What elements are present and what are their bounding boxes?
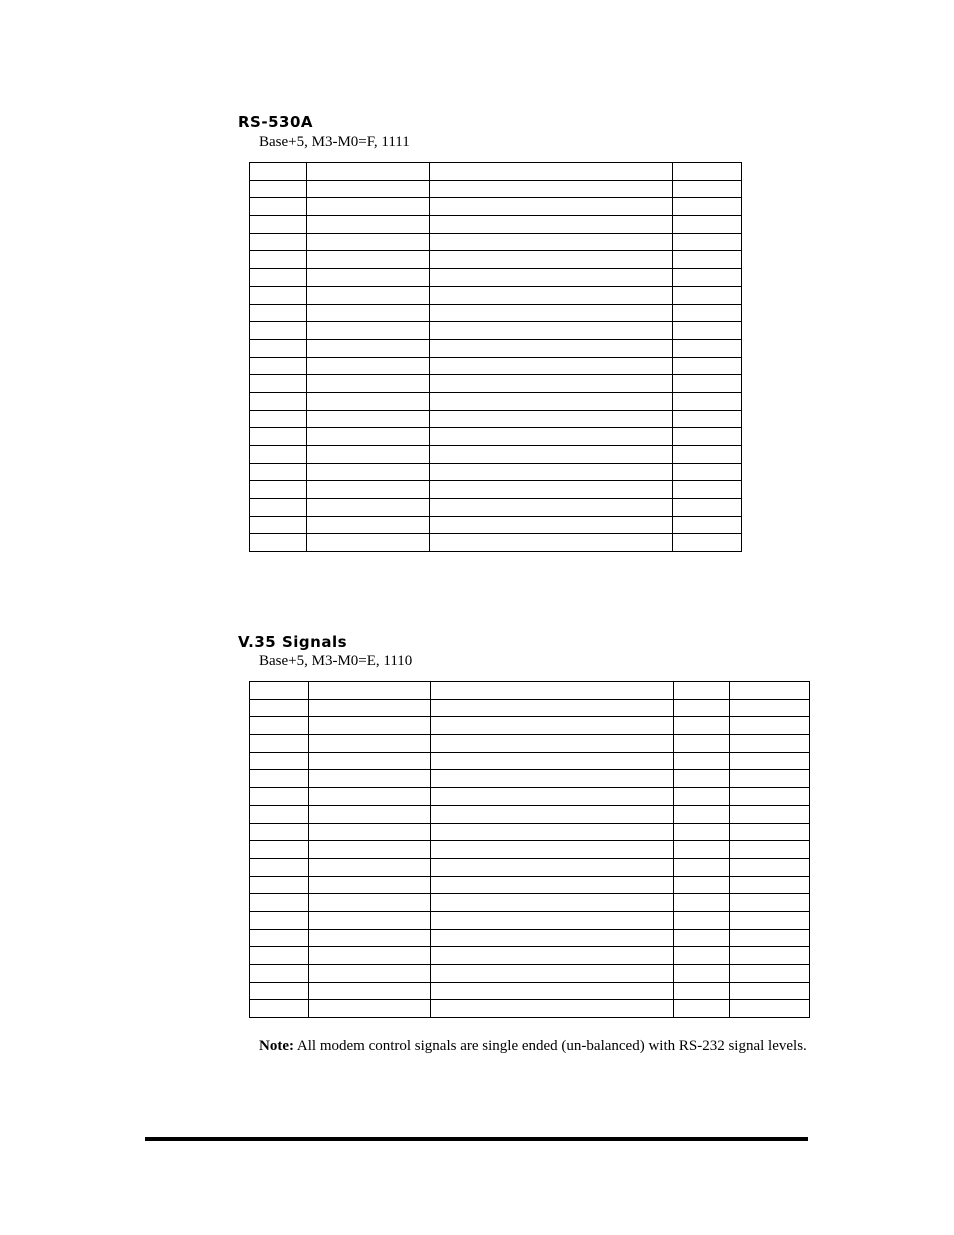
v35-table-cell [431,788,674,806]
rs530a-table-cell [430,180,673,198]
rs530a-table-cell [673,463,742,481]
rs530a-table-cell [250,180,307,198]
v35-table-cell [730,682,810,700]
rs530a-table-cell [673,233,742,251]
v35-table-cell [309,717,431,735]
rs530a-table-cell [673,357,742,375]
rs530a-table-cell [307,180,430,198]
rs530a-table-cell [673,180,742,198]
v35-table-cell [674,947,730,965]
rs530a-table-cell [250,304,307,322]
v35-table-cell [431,894,674,912]
rs530a-table-cell [430,339,673,357]
v35-table-cell [309,770,431,788]
v35-table-cell [730,947,810,965]
v35-table-row [250,858,810,876]
rs530a-table-cell [250,410,307,428]
rs530a-table-cell [307,516,430,534]
rs530a-table-cell [673,304,742,322]
rs530a-table-row [250,216,742,234]
rs530a-table-cell [430,534,673,552]
rs530a-table-cell [673,375,742,393]
rs530a-table-cell [430,392,673,410]
v35-table-cell [674,894,730,912]
rs530a-table-cell [307,269,430,287]
rs530a-table-cell [430,286,673,304]
section-subtitle-rs530a: Base+5, M3-M0=F, 1111 [259,134,410,150]
v35-table-cell [309,929,431,947]
rs530a-table-cell [673,392,742,410]
v35-table-cell [431,982,674,1000]
v35-table-cell [674,982,730,1000]
v35-table-cell [431,947,674,965]
rs530a-table-cell [250,463,307,481]
v35-table-cell [431,911,674,929]
v35-table-row [250,1000,810,1018]
v35-table-cell [250,699,309,717]
v35-table-cell [730,752,810,770]
rs530a-table-row [250,499,742,517]
rs530a-table-cell [673,251,742,269]
rs530a-table-cell [307,375,430,393]
v35-table-row [250,965,810,983]
rs530a-table-cell [430,216,673,234]
rs530a-table-row [250,304,742,322]
v35-table-row [250,682,810,700]
v35-table-cell [674,717,730,735]
rs530a-table-cell [430,322,673,340]
v35-table-cell [730,823,810,841]
rs530a-table-cell [430,463,673,481]
v35-table-cell [730,1000,810,1018]
rs530a-table-row [250,428,742,446]
rs530a-table-cell [673,516,742,534]
v35-table-cell [674,735,730,753]
v35-table-cell [730,699,810,717]
v35-table-cell [309,858,431,876]
v35-table-cell [250,947,309,965]
v35-table-cell [730,911,810,929]
v35-table-cell [431,805,674,823]
v35-table-cell [674,823,730,841]
rs530a-table-cell [673,534,742,552]
v35-table-cell [730,717,810,735]
rs530a-table-cell [250,339,307,357]
v35-table-cell [309,1000,431,1018]
v35-table-cell [674,841,730,859]
v35-table-cell [431,929,674,947]
rs530a-table-cell [430,428,673,446]
rs530a-table-cell [430,163,673,181]
rs530a-table-cell [250,516,307,534]
v35-table-cell [250,929,309,947]
v35-table-cell [674,770,730,788]
rs530a-table-cell [307,410,430,428]
v35-table-cell [431,717,674,735]
v35-table-cell [309,752,431,770]
rs530a-table-cell [430,198,673,216]
rs530a-table-row [250,375,742,393]
note-label: Note: [259,1038,294,1054]
rs530a-table-row [250,446,742,464]
v35-table-cell [309,894,431,912]
rs530a-table-row [250,251,742,269]
rs530a-table-cell [307,251,430,269]
v35-table-cell [250,965,309,983]
rs530a-table-cell [250,481,307,499]
rs530a-table-row [250,516,742,534]
v35-table-cell [730,770,810,788]
rs530a-table-cell [250,216,307,234]
v35-table-cell [431,841,674,859]
section-subtitle-v35: Base+5, M3-M0=E, 1110 [259,653,413,669]
v35-table-cell [250,682,309,700]
rs530a-table-cell [250,357,307,375]
v35-table-cell [730,858,810,876]
v35-table-row [250,699,810,717]
rs530a-table-cell [673,481,742,499]
rs530a-table-cell [250,375,307,393]
v35-table-cell [309,965,431,983]
rs530a-table-cell [673,163,742,181]
v35-table-cell [674,929,730,947]
rs530a-table-cell [430,269,673,287]
v35-table-cell [730,929,810,947]
rs530a-table-row [250,163,742,181]
rs530a-table-cell [430,446,673,464]
rs530a-table-cell [307,198,430,216]
v35-table-cell [250,894,309,912]
v35-table-cell [730,894,810,912]
v35-table-cell [309,876,431,894]
v35-table-cell [309,823,431,841]
v35-table-row [250,894,810,912]
rs530a-table-cell [430,357,673,375]
rs530a-table-row [250,339,742,357]
v35-table-cell [730,876,810,894]
rs530a-table-cell [430,304,673,322]
v35-table-row [250,841,810,859]
rs530a-table-cell [430,481,673,499]
v35-table-cell [730,841,810,859]
v35-table-cell [431,699,674,717]
v35-table-cell [674,1000,730,1018]
v35-table-cell [431,752,674,770]
v35-table-cell [431,735,674,753]
rs530a-table-cell [250,233,307,251]
rs530a-table-row [250,180,742,198]
v35-table-cell [730,788,810,806]
v35-table-row [250,929,810,947]
v35-table-row [250,770,810,788]
v35-table-cell [309,911,431,929]
v35-table-row [250,876,810,894]
rs530a-table-cell [307,428,430,446]
rs530a-table-cell [307,304,430,322]
v35-table-cell [431,682,674,700]
footer-rule [145,1137,808,1141]
rs530a-table-cell [307,392,430,410]
v35-table-cell [730,735,810,753]
rs530a-table-cell [307,339,430,357]
rs530a-table-cell [307,499,430,517]
rs530a-table-cell [307,233,430,251]
v35-table-cell [309,735,431,753]
modem-signal-note [259,1038,807,1055]
v35-table-cell [250,911,309,929]
v35-table-row [250,911,810,929]
rs530a-table-cell [250,198,307,216]
v35-table-cell [674,965,730,983]
rs530a-table-cell [250,163,307,181]
rs530a-table-cell [250,269,307,287]
rs530a-table-row [250,392,742,410]
rs530a-table-body [250,163,742,552]
v35-table-cell [250,805,309,823]
rs530a-table-cell [673,499,742,517]
rs530a-table-cell [673,269,742,287]
v35-table-cell [309,947,431,965]
rs530a-table-cell [307,534,430,552]
v35-table-row [250,805,810,823]
rs530a-table-cell [430,410,673,428]
v35-table-cell [250,823,309,841]
rs530a-table-row [250,198,742,216]
v35-table-row [250,717,810,735]
rs530a-table-cell [673,446,742,464]
rs530a-table-cell [250,428,307,446]
v35-table-cell [309,788,431,806]
rs530a-table-row [250,534,742,552]
rs530a-table-cell [307,322,430,340]
section-title-v35: V.35 Signals [238,633,348,651]
v35-table-cell [674,682,730,700]
v35-table-cell [309,841,431,859]
v35-table-cell [431,770,674,788]
v35-table-body [250,682,810,1018]
rs530a-table-cell [430,516,673,534]
rs530a-table-cell [430,499,673,517]
v35-table-cell [250,788,309,806]
rs530a-table-cell [307,481,430,499]
rs530a-table-cell [307,463,430,481]
v35-table-row [250,735,810,753]
v35-table-cell [309,805,431,823]
rs530a-table-cell [250,251,307,269]
rs530a-table-cell [250,534,307,552]
v35-table-cell [431,965,674,983]
v35-table-cell [250,770,309,788]
rs530a-table-cell [250,499,307,517]
rs530a-table-row [250,481,742,499]
v35-table-cell [674,805,730,823]
v35-table-cell [309,699,431,717]
rs530a-table-cell [307,286,430,304]
rs530a-table-cell [430,233,673,251]
v35-table-cell [674,858,730,876]
v35-table-cell [674,876,730,894]
v35-table-cell [431,823,674,841]
rs530a-table-cell [673,216,742,234]
v35-table-row [250,788,810,806]
v35-table-cell [250,717,309,735]
v35-table-cell [730,982,810,1000]
v35-table-cell [250,1000,309,1018]
rs530a-table-cell [307,163,430,181]
v35-table-cell [250,735,309,753]
rs530a-table-row [250,410,742,428]
v35-signal-table [249,681,810,1018]
v35-table-row [250,947,810,965]
rs530a-table-row [250,269,742,287]
rs530a-table-cell [673,286,742,304]
rs530a-table-cell [307,216,430,234]
rs530a-signal-table [249,162,742,552]
v35-table-cell [431,1000,674,1018]
v35-table-cell [674,911,730,929]
rs530a-table-cell [430,375,673,393]
v35-table-cell [250,982,309,1000]
rs530a-table-row [250,322,742,340]
rs530a-table-cell [307,357,430,375]
rs530a-table-cell [673,410,742,428]
rs530a-table-cell [673,428,742,446]
rs530a-table-row [250,286,742,304]
rs530a-table-cell [250,392,307,410]
rs530a-table-cell [673,198,742,216]
v35-table-row [250,982,810,1000]
rs530a-table-row [250,233,742,251]
rs530a-table-row [250,357,742,375]
rs530a-table-cell [430,251,673,269]
v35-table-cell [250,876,309,894]
v35-table-cell [730,965,810,983]
v35-table-cell [309,682,431,700]
rs530a-table-cell [250,286,307,304]
rs530a-table-cell [307,446,430,464]
rs530a-table-cell [673,322,742,340]
v35-table-cell [431,876,674,894]
v35-table-cell [674,788,730,806]
note-text: All modem control signals are single ended (un-balanced) with RS-232 signal levels. [293,1038,807,1054]
v35-table-cell [309,982,431,1000]
v35-table-cell [250,841,309,859]
rs530a-table-cell [250,446,307,464]
v35-table-row [250,823,810,841]
v35-table-cell [250,752,309,770]
v35-table-cell [250,858,309,876]
v35-table-cell [431,858,674,876]
v35-table-row [250,752,810,770]
rs530a-table-row [250,463,742,481]
rs530a-table-cell [673,339,742,357]
rs530a-table-cell [250,322,307,340]
v35-table-cell [674,699,730,717]
v35-table-cell [674,752,730,770]
section-title-rs530a: RS-530A [238,113,313,131]
v35-table-cell [730,805,810,823]
